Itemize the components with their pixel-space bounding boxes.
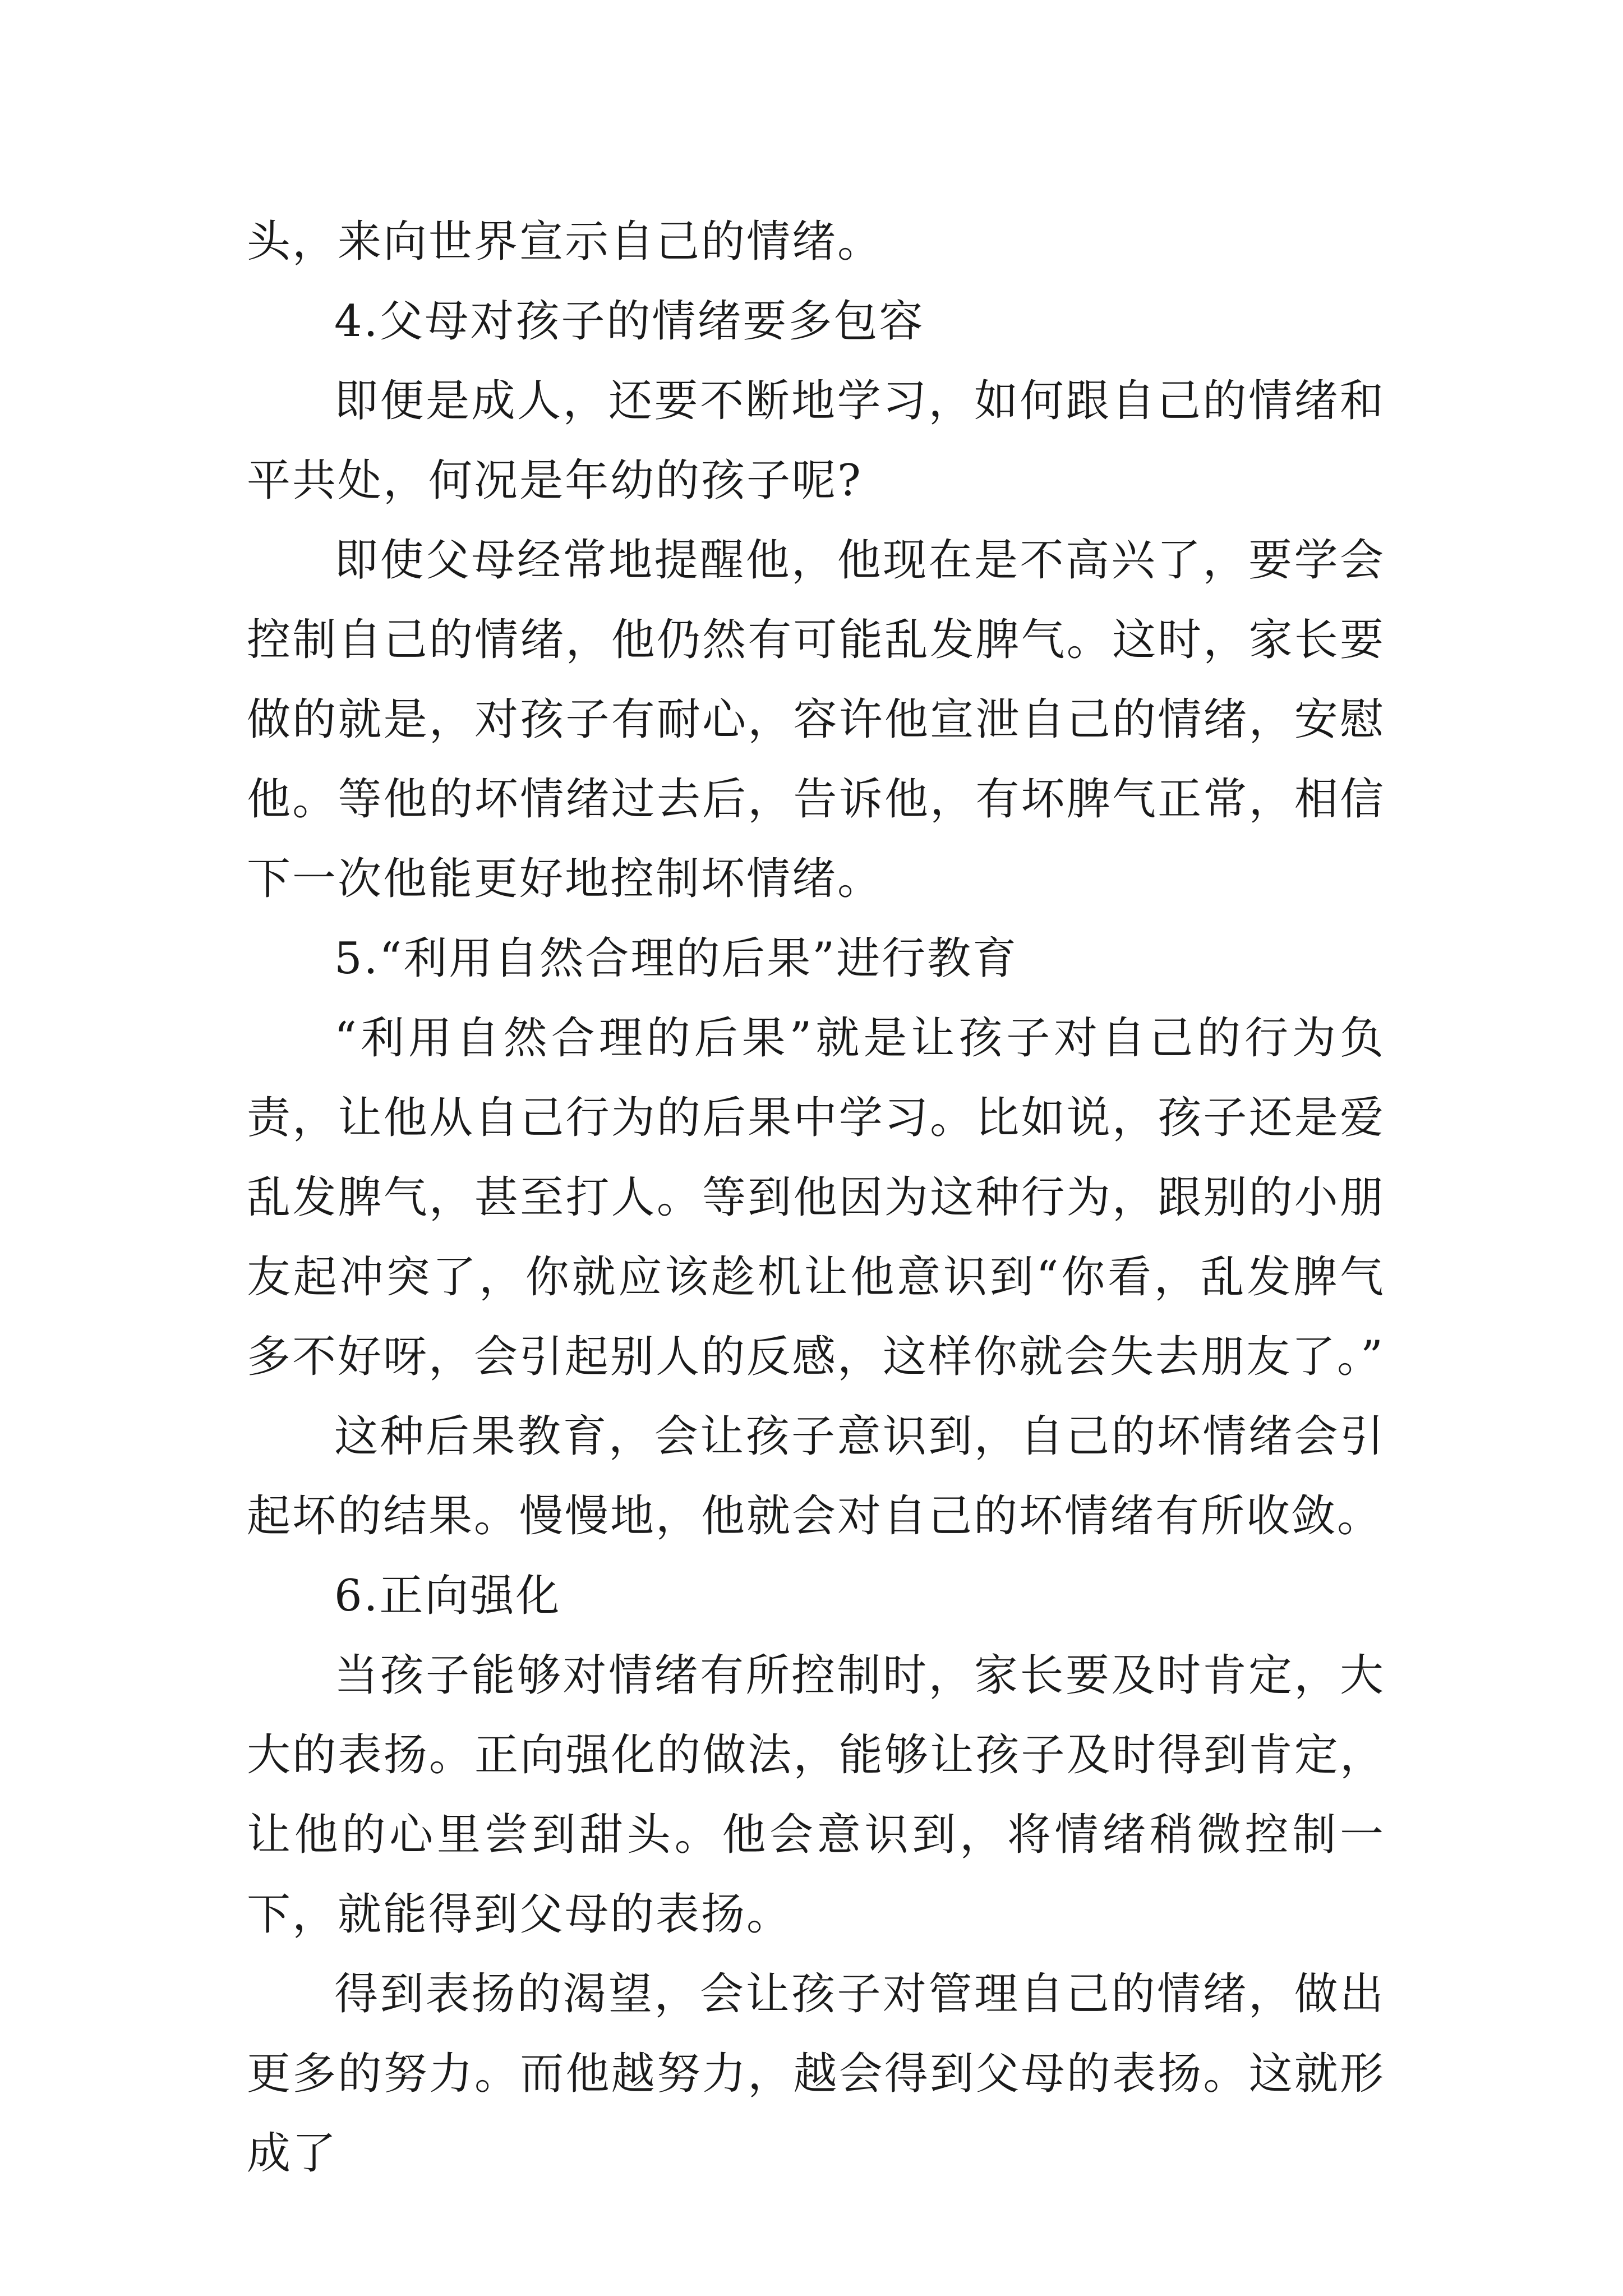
- document-body: [247, 202, 1385, 2193]
- paragraph: 即便是成人，还要不断地学习，如何跟自己的情绪和平共处，何况是年幼的孩子呢?: [247, 376, 1385, 506]
- paragraph: 这种后果教育，会让孩子意识到，自己的坏情绪会引起坏的结果。慢慢地，他就会对自己的坏情绪有所收敛。: [247, 1411, 1385, 1542]
- paragraph: “利用自然合理的后果”就是让孩子对自己的行为负责，让他从自己行为的后果中学习。比如说，孩子还是爱乱发脾气，甚至打人。等到他因为这种行为，跟别的小朋友起冲突了，你就应该趁机让他意识到“你看，乱发脾气多不好呀，会引起别人的反感，这样你就会失去朋友了。”: [247, 1013, 1385, 1382]
- section-heading-4: 4.父母对孩子的情绪要多包容: [334, 296, 925, 347]
- section-heading-5: 5.“利用自然合理的后果”进行教育: [334, 933, 1018, 984]
- paragraph-continuation: 头，来向世界宣示自己的情绪。: [247, 217, 883, 267]
- section-heading-6: 6.正向强化: [334, 1571, 561, 1621]
- paragraph: 即使父母经常地提醒他，他现在是不高兴了，要学会控制自己的情绪，他仍然有可能乱发脾气。这时，家长要做的就是，对孩子有耐心，容许他宣泄自己的情绪，安慰他。等他的坏情绪过去后，告诉他，有坏脾气正常，相信下一次他能更好地控制坏情绪。: [247, 535, 1385, 904]
- paragraph: 得到表扬的渴望，会让孩子对管理自己的情绪，做出更多的努力。而他越努力，越会得到父母的表扬。这就形成了: [247, 1969, 1385, 2179]
- paragraph: 当孩子能够对情绪有所控制时，家长要及时肯定，大大的表扬。正向强化的做法，能够让孩子及时得到肯定，让他的心里尝到甜头。他会意识到，将情绪稍微控制一下，就能得到父母的表扬。: [247, 1650, 1385, 1940]
